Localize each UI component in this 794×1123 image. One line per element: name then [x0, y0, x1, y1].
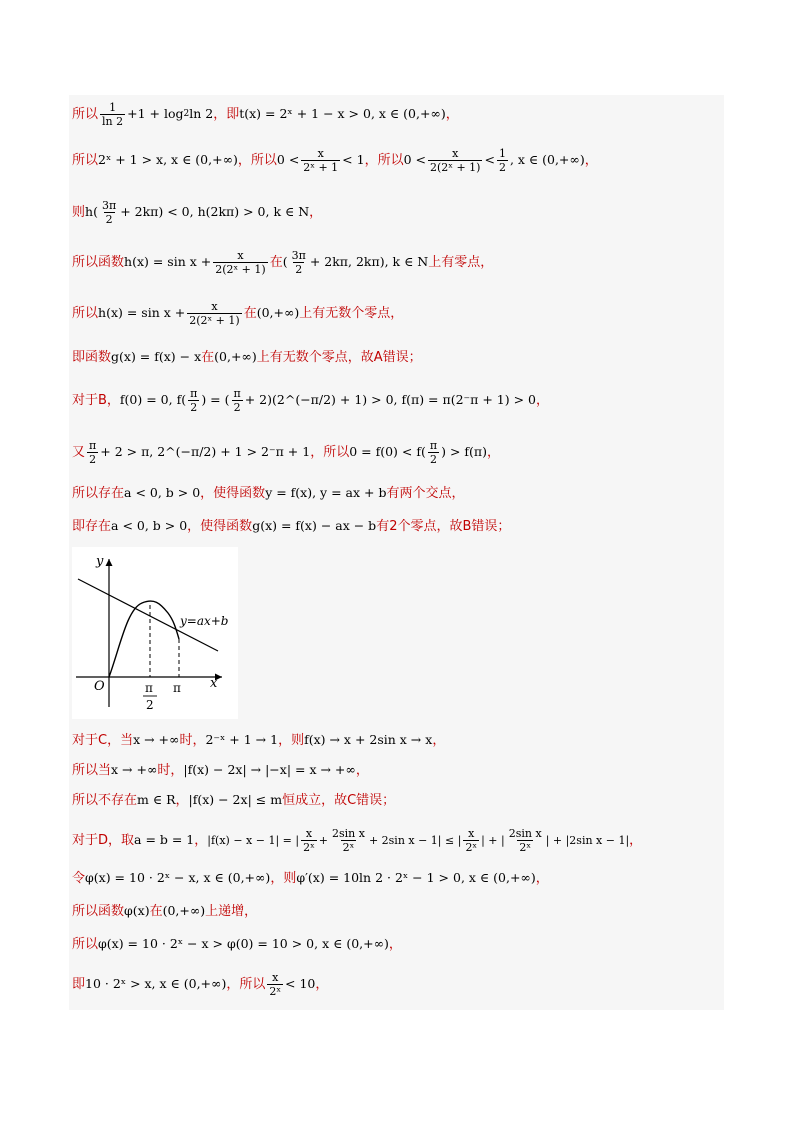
fraction	[100, 101, 125, 128]
text: ，所以	[310, 444, 350, 460]
math: + 2kπ, 2kπ), k ∈ N	[309, 253, 429, 269]
line-9	[72, 481, 722, 505]
tick-half-pi-num: π	[145, 681, 153, 695]
math: x → +∞	[133, 731, 180, 747]
line-10	[72, 514, 722, 538]
text: 上有无数个零点，故A错误；	[256, 349, 422, 365]
text: ，	[535, 870, 549, 886]
numerator: x	[305, 826, 313, 840]
text: 所以存在	[72, 485, 125, 501]
math: h(x) = sin x +	[98, 304, 186, 320]
math: 2ˣ + 1 > x, x ∈ (0,+∞)	[98, 151, 238, 167]
text: 所以不存在	[72, 792, 138, 808]
fraction	[428, 147, 482, 174]
text: 上有零点，	[428, 254, 494, 270]
tick-pi: π	[173, 681, 181, 695]
math: f(x) → x + 2sin x → x	[304, 731, 433, 747]
text: 即存在	[72, 518, 112, 534]
numerator: x	[468, 826, 475, 840]
fraction	[188, 387, 199, 414]
text: 所以	[72, 152, 99, 168]
text: 在	[149, 903, 163, 919]
math: ) > f(π)	[441, 443, 487, 459]
text: 上递增，	[205, 903, 258, 919]
fraction	[428, 439, 439, 466]
fraction	[507, 827, 544, 854]
fraction	[301, 147, 340, 174]
text: ，使得函数	[200, 485, 266, 501]
math: h(	[85, 203, 98, 219]
math: ln 2	[189, 105, 214, 121]
text: ，	[388, 936, 402, 952]
text: 有2个零点，故B错误；	[376, 518, 511, 534]
text: ，	[309, 204, 323, 220]
text: 对于D，取	[72, 832, 135, 848]
math: g(x) = f(x) − ax − b	[252, 517, 377, 533]
line-1	[72, 99, 722, 129]
line-6	[72, 345, 722, 369]
math: |f(x) − x − 1| = |	[207, 833, 300, 847]
fraction	[301, 827, 317, 854]
fraction	[463, 827, 479, 854]
math-sub: 2	[183, 108, 190, 119]
denominator: 2	[295, 262, 303, 276]
text: 即函数	[72, 349, 112, 365]
numerator: π	[190, 386, 198, 400]
line-label: y=ax+b	[180, 614, 229, 628]
text: ，所以	[237, 152, 277, 168]
numerator: π	[89, 438, 97, 452]
math: φ(x)	[124, 902, 150, 918]
x-axis-label: x	[210, 676, 218, 691]
denominator: 2ˣ	[303, 840, 315, 854]
text: 所以	[72, 305, 99, 321]
line-12	[72, 758, 722, 782]
math: g(x) = f(x) − x	[111, 348, 202, 364]
line-4	[72, 245, 722, 279]
numerator: π	[233, 386, 241, 400]
math: , x ∈ (0,+∞)	[509, 151, 585, 167]
denominator: 2ˣ	[269, 984, 282, 998]
math: + 2kπ) < 0, h(2kπ) > 0, k ∈ N	[120, 203, 310, 219]
math: (	[282, 253, 288, 269]
text: 所以	[72, 106, 99, 122]
text: 即	[72, 976, 86, 992]
text: ，	[536, 392, 550, 408]
denominator: 2	[233, 400, 241, 414]
line-17	[72, 932, 722, 956]
math: ) = (	[201, 391, 230, 407]
math: m ∈ R	[137, 791, 176, 807]
math: | + |	[481, 833, 505, 847]
line-13	[72, 788, 722, 812]
math: | + |2sin x − 1|	[545, 833, 630, 847]
text: 所以当	[72, 762, 112, 778]
numerator: x	[272, 970, 279, 984]
math: a < 0, b > 0	[111, 517, 188, 533]
denominator: 2ˣ + 1	[303, 160, 339, 174]
math: f(0) = 0, f(	[119, 391, 187, 407]
numerator: x	[237, 248, 244, 262]
line-7	[72, 383, 722, 417]
math: φ′(x) = 10ln 2 · 2ˣ − 1 > 0, x ∈ (0,+∞)	[296, 869, 536, 885]
graph-svg	[72, 547, 238, 719]
line-16	[72, 899, 722, 923]
fraction	[187, 300, 241, 327]
denominator: 2	[190, 400, 198, 414]
math: 0 <	[276, 151, 300, 167]
math: x → +∞	[111, 761, 158, 777]
math: (0,+∞)	[162, 902, 206, 918]
denominator: 2ˣ	[519, 840, 532, 854]
text: 对于B，	[72, 392, 120, 408]
math: + 2)(2^(−π/2) + 1) > 0, f(π) = π(2⁻π + 1) > 0	[244, 391, 536, 407]
text: 时，	[157, 762, 184, 778]
text: 令	[72, 870, 86, 886]
math: 0 <	[403, 151, 426, 167]
text: 所以	[72, 936, 99, 952]
math: + 2sin x − 1| ≤ |	[368, 833, 462, 847]
text: 则	[72, 204, 86, 220]
text: 所以函数	[72, 254, 125, 270]
denominator: 2	[429, 452, 437, 466]
text: 在	[243, 305, 257, 321]
text: 有两个交点，	[386, 485, 465, 501]
numerator: 2sin x	[508, 826, 542, 840]
denominator: 2(2ˣ + 1)	[430, 160, 481, 174]
text: ，	[315, 976, 329, 992]
denominator: ln 2	[102, 114, 124, 128]
text: ，	[432, 732, 446, 748]
numerator: 1	[498, 146, 506, 160]
numerator: 3π	[291, 248, 306, 262]
denominator: 2(2ˣ + 1)	[215, 262, 266, 276]
denominator: 2	[89, 452, 97, 466]
line-2	[72, 143, 722, 177]
y-axis-label: y	[96, 554, 104, 569]
line-5	[72, 296, 722, 330]
denominator: 2ˣ	[465, 840, 478, 854]
text: ，	[194, 832, 208, 848]
math: 2⁻ˣ + 1 → 1	[205, 731, 279, 747]
math: y = f(x), y = ax + b	[265, 484, 387, 500]
numerator: 2sin x	[331, 826, 365, 840]
text: ，	[584, 152, 598, 168]
math: φ(x) = 10 · 2ˣ − x > φ(0) = 10 > 0, x ∈ (0,+∞)	[98, 935, 389, 951]
fraction	[290, 249, 308, 276]
fraction	[330, 827, 367, 854]
text: ，	[445, 106, 459, 122]
fraction	[267, 971, 283, 998]
math: |f(x) − 2x| → |−x| = x → +∞	[183, 761, 356, 777]
text: 又	[72, 444, 86, 460]
line-15	[72, 866, 722, 890]
math: < 10	[285, 975, 316, 991]
numerator: x	[317, 146, 324, 160]
numerator: 3π	[101, 198, 117, 212]
solution-content	[69, 95, 724, 1010]
math: (0,+∞)	[214, 348, 257, 364]
math: 0 = f(0) < f(	[349, 443, 426, 459]
line-11	[72, 728, 722, 752]
fraction	[497, 147, 508, 174]
function-graph	[72, 547, 238, 719]
denominator: 2ˣ	[342, 840, 355, 854]
text: 在	[201, 349, 215, 365]
math: h(x) = sin x +	[124, 253, 212, 269]
line-18	[72, 967, 722, 1001]
math: +1 + log	[127, 105, 184, 121]
text: ，	[175, 792, 189, 808]
fraction	[100, 199, 118, 226]
math: + 2 > π, 2^(−π/2) + 1 > 2⁻π + 1	[100, 443, 311, 459]
text: ，即	[213, 106, 240, 122]
text: ，	[629, 832, 643, 848]
text: ，	[355, 762, 369, 778]
text: ，则	[270, 870, 297, 886]
numerator: x	[211, 299, 218, 313]
text: ，	[487, 444, 501, 460]
fraction	[232, 387, 243, 414]
text: ，则	[278, 732, 305, 748]
math: φ(x) = 10 · 2ˣ − x, x ∈ (0,+∞)	[85, 869, 271, 885]
fraction	[87, 439, 98, 466]
line-3	[72, 195, 722, 229]
math: (0,+∞)	[256, 304, 300, 320]
line-14	[72, 823, 722, 857]
origin-label: O	[94, 679, 105, 694]
tick-half-pi-den: 2	[146, 698, 154, 712]
text: ，使得函数	[187, 518, 253, 534]
math: a < 0, b > 0	[124, 484, 201, 500]
numerator: 1	[109, 100, 117, 114]
fraction	[213, 249, 267, 276]
text: 在	[269, 254, 283, 270]
denominator: 2	[498, 160, 506, 174]
text: ，所以	[364, 152, 404, 168]
math: t(x) = 2ˣ + 1 − x > 0, x ∈ (0,+∞)	[239, 105, 446, 121]
text: 所以函数	[72, 903, 125, 919]
numerator: x	[452, 146, 459, 160]
text: ，所以	[226, 976, 266, 992]
denominator: 2	[105, 212, 113, 226]
text: 上有无数个零点，	[299, 305, 404, 321]
math: |f(x) − 2x| ≤ m	[188, 791, 283, 807]
math: <	[484, 151, 495, 167]
line-8	[72, 435, 722, 469]
math: < 1	[342, 151, 365, 167]
denominator: 2(2ˣ + 1)	[189, 313, 240, 327]
text: 恒成立，故C错误；	[282, 792, 396, 808]
math: +	[318, 833, 328, 847]
math: 10 · 2ˣ > x, x ∈ (0,+∞)	[85, 975, 227, 991]
text: 时，	[179, 732, 206, 748]
numerator: π	[429, 438, 438, 452]
text: 对于C，当	[72, 732, 134, 748]
math: a = b = 1	[134, 831, 195, 847]
